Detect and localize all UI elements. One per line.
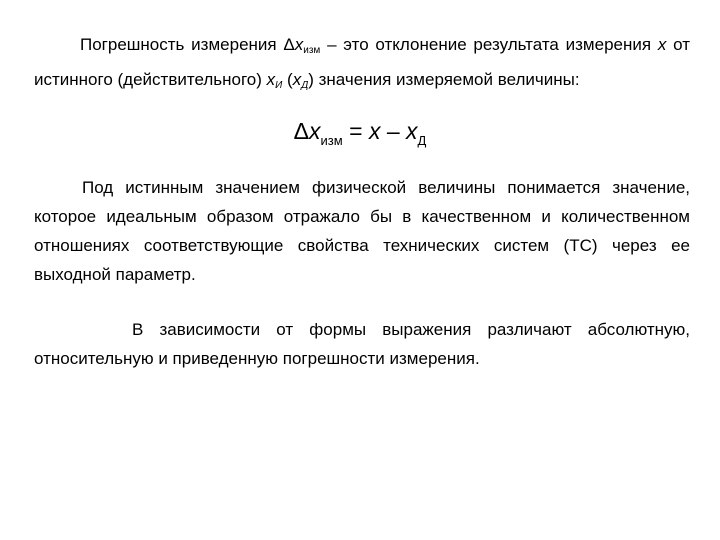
variable-x: x [406, 118, 418, 144]
variable-x: x [294, 35, 304, 54]
subscript-d: Д [417, 133, 427, 148]
variable-x: x [266, 70, 276, 89]
subscript-d: Д [301, 80, 309, 91]
subscript-i: И [275, 80, 283, 91]
equals-sign: = [342, 118, 369, 144]
minus-sign: – [380, 118, 407, 144]
error-formula [0, 115, 720, 157]
variable-x: x [309, 118, 321, 144]
delta-symbol: Δ [293, 118, 310, 144]
subscript-izm: изм [320, 133, 343, 148]
variable-x: x [657, 35, 667, 54]
classification-paragraph [34, 315, 690, 373]
definition-lead: Погрешность измерения [80, 35, 284, 54]
variable-x: x [292, 70, 302, 89]
definition-paragraph [34, 30, 690, 100]
true-value-paragraph [34, 173, 690, 289]
definition-line2-start: от истинного (действительного) [34, 35, 690, 89]
classification-text: В зависимости от формы выражения различают абсолютную, относительную и приведенную погрешности измерения. [34, 320, 690, 368]
paren-open: ( [282, 70, 293, 89]
variable-x: x [368, 118, 381, 144]
definition-tail: ) значения измеряемой величины: [308, 70, 580, 89]
definition-middle: – это отклонение результата измерения [320, 35, 658, 54]
subscript-izm: изм [303, 45, 321, 56]
true-value-text: Под истинным значением физической величины понимается значение, которое идеальным образом отражало бы в качественном и количественном отношениях соответствующие свойства технических систем (ТС) через ее выходной параметр. [34, 178, 690, 284]
delta-symbol: Δ [283, 35, 295, 54]
